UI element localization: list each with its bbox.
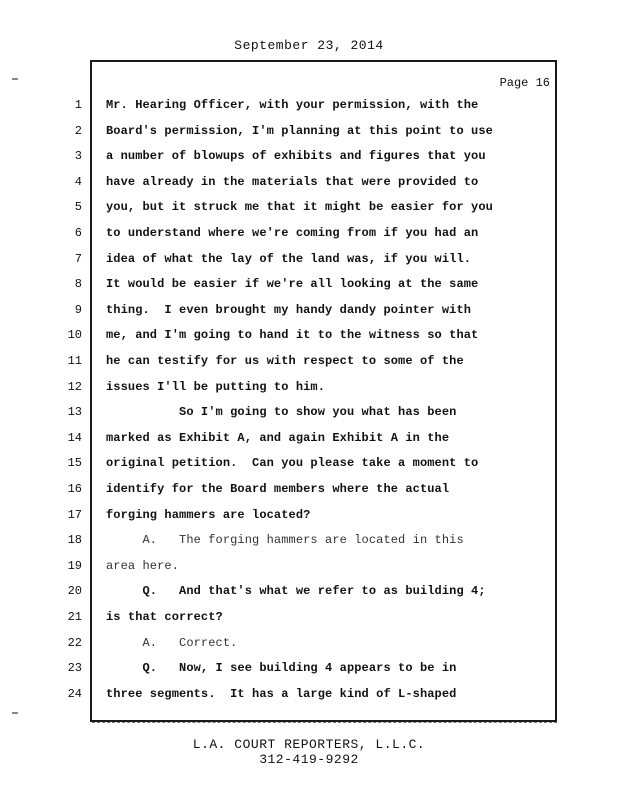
transcript-line: [0, 610, 618, 630]
line-text: me, and I'm going to hand it to the witness so that: [106, 328, 479, 343]
line-number: 9: [74, 302, 82, 317]
line-text: identify for the Board members where the actual: [106, 482, 450, 496]
transcript-line: [0, 200, 618, 220]
line-number: 22: [67, 635, 82, 650]
line-number: 5: [74, 200, 82, 215]
line-text: is that correct?: [106, 610, 223, 624]
transcript-line: [0, 328, 618, 348]
line-number: 14: [67, 430, 82, 445]
line-text: a number of blowups of exhibits and figures that you: [106, 149, 486, 164]
line-number: 17: [67, 507, 82, 522]
line-text: you, but it struck me that it might be easier for you: [106, 200, 493, 215]
line-number: 15: [67, 456, 82, 471]
line-text: to understand where we're coming from if you had an: [106, 226, 479, 240]
transcript-line: [0, 431, 618, 451]
line-text: A. Correct.: [106, 635, 238, 650]
transcript-line: [0, 559, 618, 579]
line-text: Q. And that's what we refer to as building 4;: [106, 584, 486, 599]
page-number: Page 16: [499, 76, 550, 90]
line-text: forging hammers are located?: [106, 507, 311, 522]
line-number: 10: [67, 328, 82, 343]
transcript-line: [0, 687, 618, 707]
transcript-line: [0, 533, 618, 553]
line-number: 12: [67, 379, 82, 394]
line-number: 4: [74, 174, 82, 189]
transcript-line: [0, 380, 618, 400]
transcript-line: [0, 226, 618, 246]
line-number: 20: [67, 584, 82, 599]
transcript-line: [0, 661, 618, 681]
transcript-line: [0, 354, 618, 374]
line-number: 16: [67, 482, 82, 496]
line-text: three segments. It has a large kind of L-shaped: [106, 686, 457, 701]
line-number: 24: [67, 686, 82, 701]
footer-phone: 312-419-9292: [259, 752, 359, 767]
transcript-line: [0, 482, 618, 502]
line-text: original petition. Can you please take a moment to: [106, 456, 479, 471]
line-text: he can testify for us with respect to some of the: [106, 354, 464, 368]
transcript-line: [0, 405, 618, 425]
line-number: 21: [67, 610, 82, 624]
line-text: Board's permission, I'm planning at this point to use: [106, 123, 493, 138]
transcript-line: [0, 277, 618, 297]
line-number: 23: [67, 661, 82, 676]
line-text: issues I'll be putting to him.: [106, 379, 326, 394]
transcript-line: [0, 636, 618, 656]
line-number: 3: [74, 149, 82, 164]
transcript-line: [0, 124, 618, 144]
transcript-line: [0, 175, 618, 195]
transcript-line: [0, 252, 618, 272]
line-text: So I'm going to show you what has been: [106, 405, 457, 420]
line-text: It would be easier if we're all looking at the same: [106, 277, 479, 292]
header-date: September 23, 2014: [234, 38, 384, 53]
line-text: Q. Now, I see building 4 appears to be in: [106, 661, 457, 676]
line-number: 6: [74, 226, 82, 240]
line-number: 7: [74, 251, 82, 266]
footer-company: L.A. COURT REPORTERS, L.L.C.: [192, 737, 426, 752]
transcript-line: [0, 508, 618, 528]
line-text: marked as Exhibit A, and again Exhibit A in the: [106, 430, 450, 445]
line-text: idea of what the lay of the land was, if you will.: [106, 251, 472, 266]
line-number: 11: [67, 354, 82, 368]
line-number: 8: [74, 277, 82, 292]
transcript-line: [0, 303, 618, 323]
line-text: Mr. Hearing Officer, with your permission, with the: [106, 98, 479, 112]
transcript-line: [0, 456, 618, 476]
line-text: area here.: [106, 558, 180, 573]
transcript-line: [0, 149, 618, 169]
line-text: A. The forging hammers are located in this: [106, 533, 464, 548]
line-number: 19: [67, 558, 82, 573]
transcript-line: [0, 98, 618, 118]
scan-speck: [12, 78, 18, 80]
line-number: 2: [74, 123, 82, 138]
line-text: have already in the materials that were provided to: [106, 174, 479, 189]
transcript-line: [0, 584, 618, 604]
line-number: 18: [67, 533, 82, 548]
line-text: thing. I even brought my handy dandy pointer with: [106, 302, 472, 317]
line-number: 1: [74, 98, 82, 112]
scan-speck: [12, 712, 18, 714]
line-number: 13: [67, 405, 82, 420]
frame-scan-edge: [92, 722, 557, 726]
